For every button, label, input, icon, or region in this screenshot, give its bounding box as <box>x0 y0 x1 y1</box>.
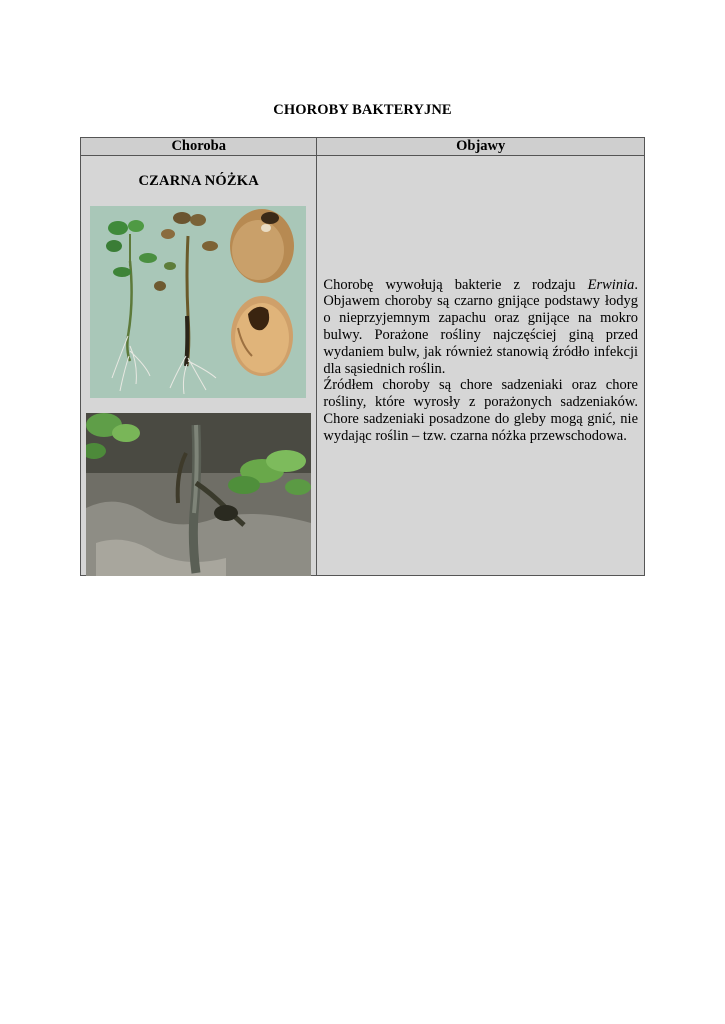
column-header-disease: Choroba <box>81 138 317 156</box>
document-title: CHOROBY BAKTERYJNE <box>273 102 452 118</box>
blackleg-field-photo <box>86 413 311 576</box>
table-header-row <box>81 138 645 156</box>
blackleg-plants-and-tubers-illustration <box>90 206 306 398</box>
disease-name: CZARNA NÓŻKA <box>138 173 259 189</box>
symptoms-description <box>317 277 644 445</box>
disease-table <box>80 137 645 576</box>
pathogen-genus: Erwinia <box>587 276 635 293</box>
table-row <box>81 156 645 576</box>
disease-cell <box>81 156 317 576</box>
symptoms-paragraph-source: Źródłem choroby są chore sadzeniaki oraz chore rośliny, które wyrosły z porażonych sadzeniaków. Chore sadzeniaki posadzone do gleby mogą gnić, nie wydając roślin – tzw. czarna nóżka przewschodowa. <box>323 377 638 444</box>
symptoms-cell <box>317 156 645 576</box>
symptoms-paragraph-cause: Chorobę wywołują bakterie z rodzaju Erwinia. Objawem choroby są czarno gnijące podstawy łodyg o nieprzyjemnym zapachu oraz gnijące na mokro bulwy. Porażone rośliny najczęściej giną przed wydaniem bulw, jak również stanowią źródło infekcji dla sąsiednich roślin. <box>323 276 638 377</box>
column-header-symptoms: Objawy <box>317 138 645 156</box>
